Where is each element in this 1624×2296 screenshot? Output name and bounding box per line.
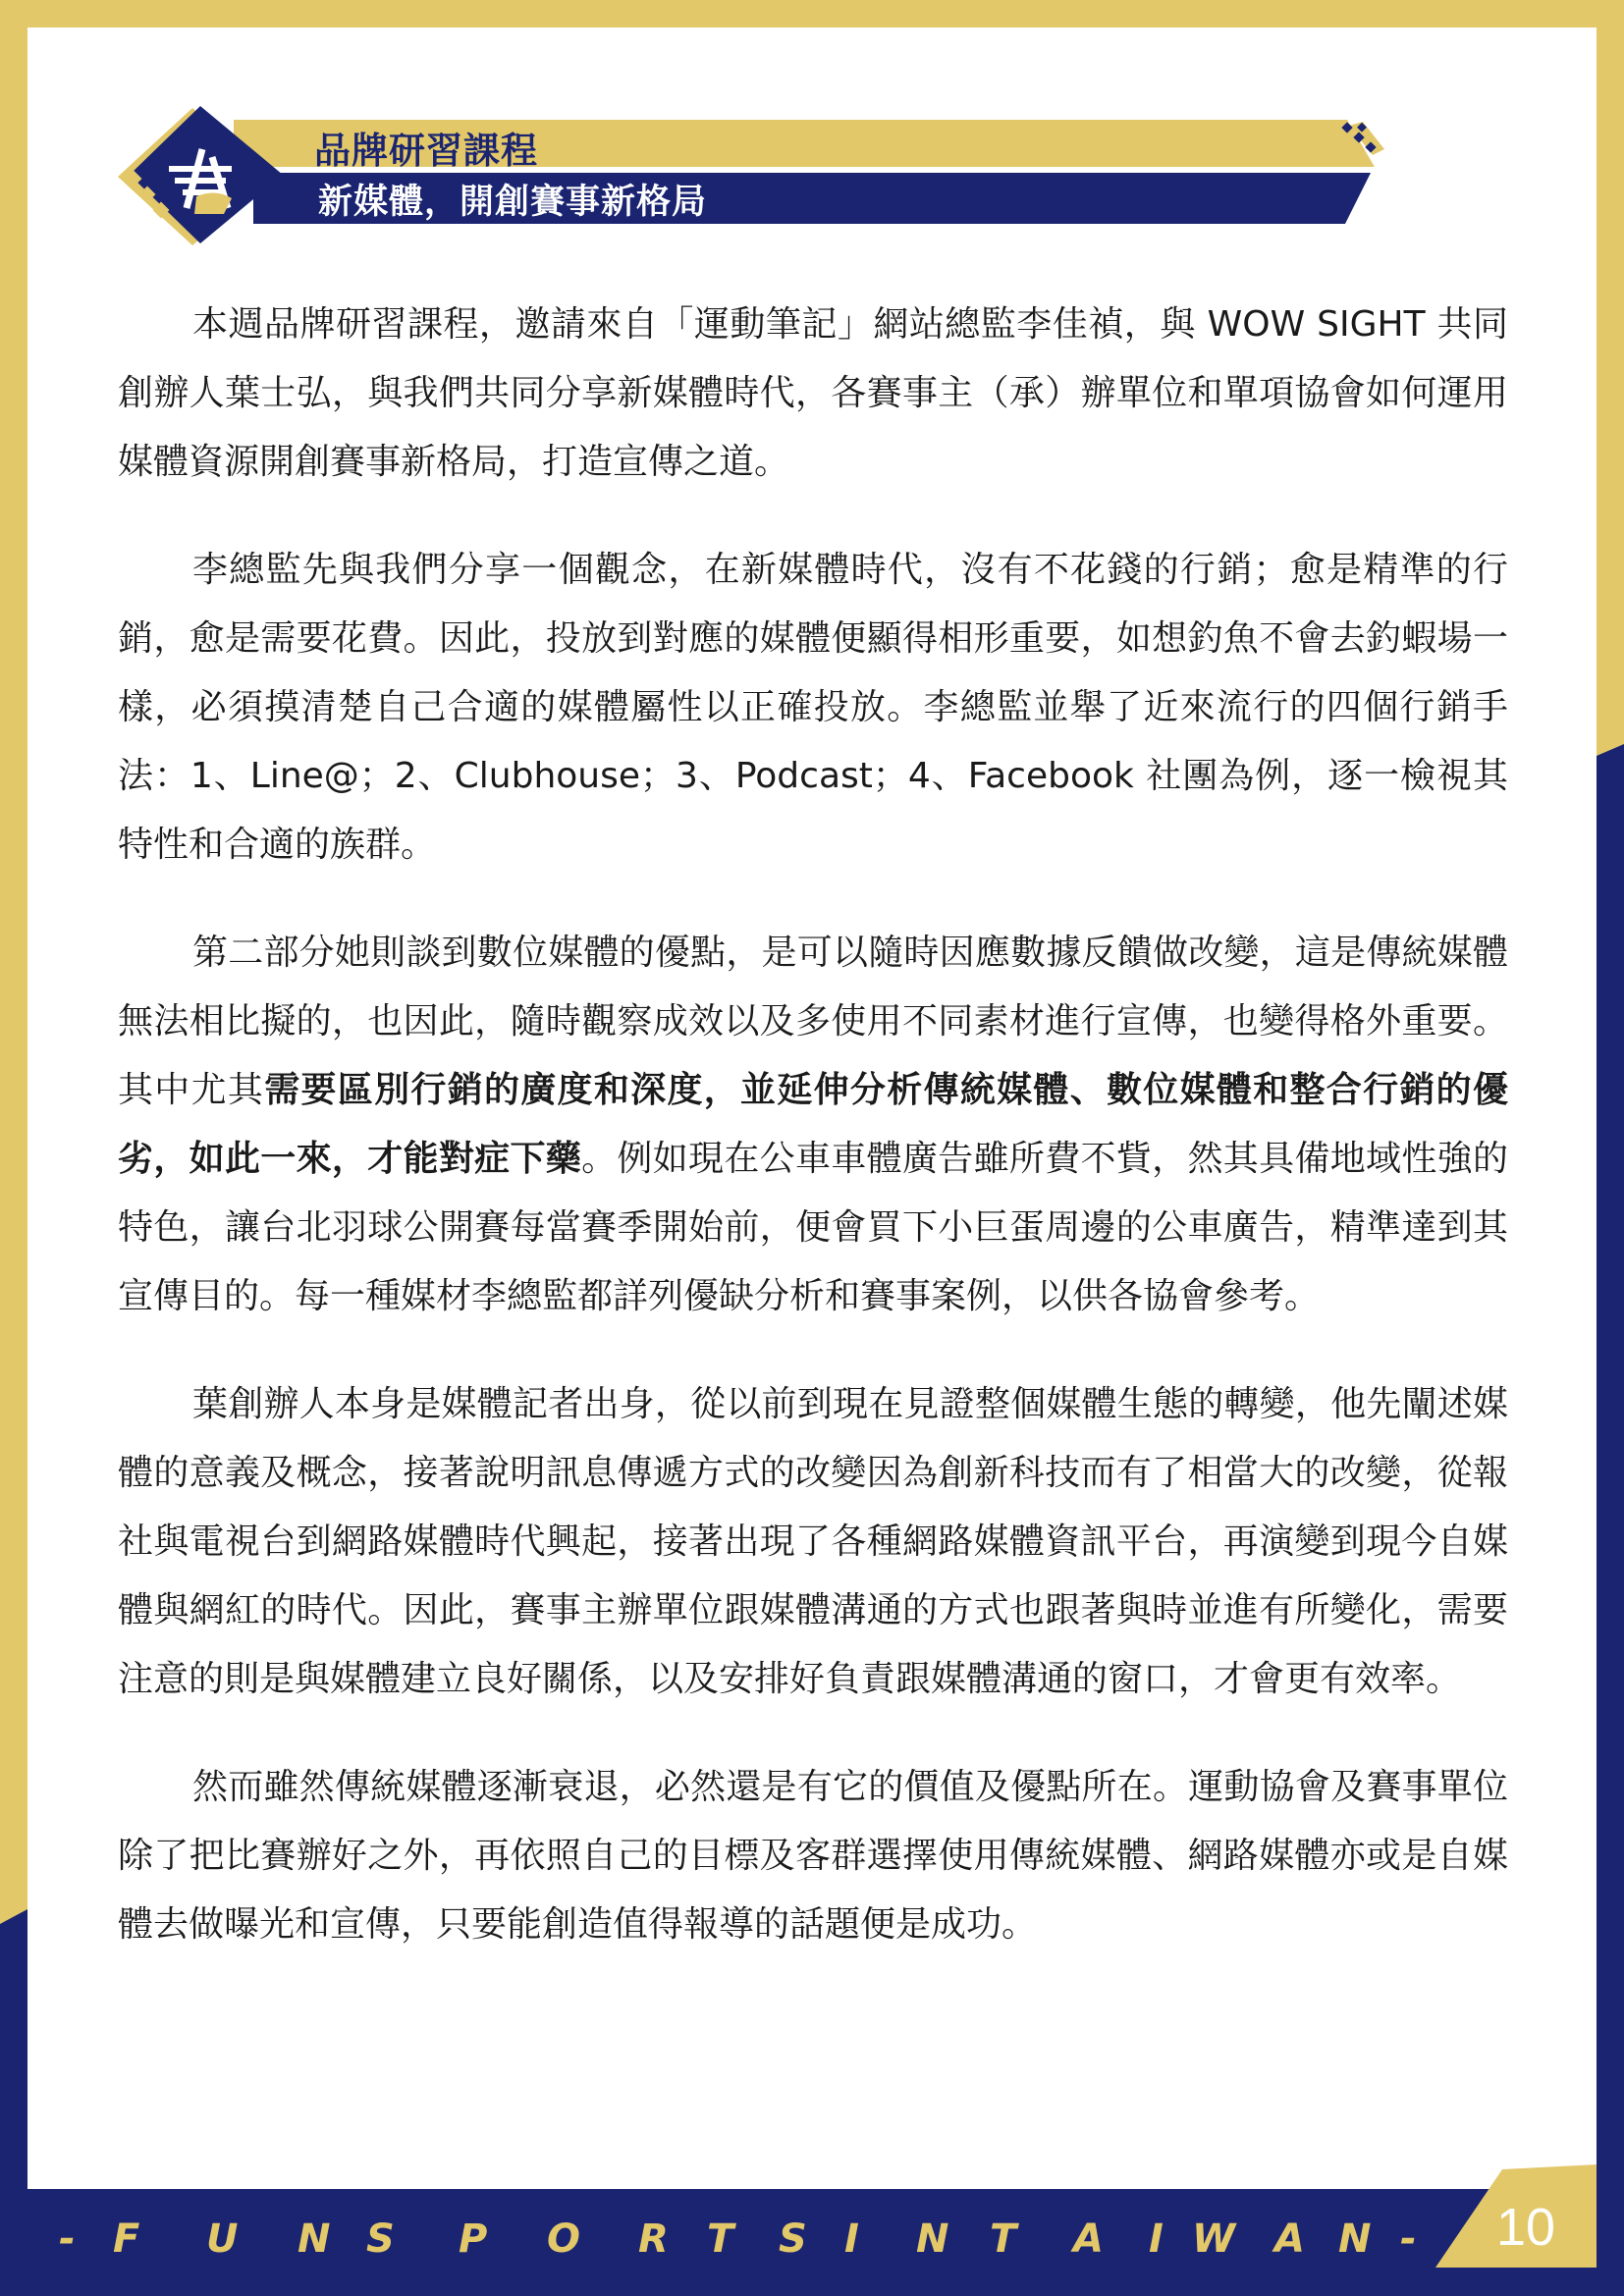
footer-tagline — [59, 2216, 1434, 2275]
page-number: 10 — [1496, 2198, 1556, 2257]
tagline-char: N — [916, 2216, 949, 2262]
tagline-char: T — [990, 2216, 1017, 2262]
tagline-char: - — [1400, 2216, 1417, 2262]
tagline-char: F — [113, 2216, 140, 2262]
navy-side-accent-right — [1597, 744, 1624, 2296]
tagline-char: A — [1073, 2216, 1104, 2262]
paragraph-1: 本週品牌研習課程，邀請來自「運動筆記」網站總監李佳禎，與 WOW SIGHT 共同創辦人葉士弘，與我們共同分享新媒體時代，各賽事主（承）辦單位和單項協會如何運用媒體資源開創賽事新格局，打造宣傳之道。 — [118, 304, 1508, 482]
paragraph-5: 然而雖然傳統媒體逐漸衰退，必然還是有它的價值及優點所在。運動協會及賽事單位除了把比賽辦好之外，再依照自己的目標及客群選擇使用傳統媒體、網路媒體亦或是自媒體去做曝光和宣傳，只要能創造值得報導的話題便是成功。 — [118, 1767, 1508, 1945]
tagline-char: I — [1149, 2216, 1164, 2262]
header-banner-shapes — [118, 98, 1384, 245]
tagline-char: N — [1338, 2216, 1372, 2262]
tagline-char: I — [844, 2216, 859, 2262]
tagline-char: T — [707, 2216, 734, 2262]
paragraph-3 — [118, 919, 1508, 1331]
header-title: 品牌研習課程 — [314, 130, 538, 172]
paragraph-2: 李總監先與我們分享一個觀念，在新媒體時代，沒有不花錢的行銷；愈是精準的行銷，愈是需要花費。因此，投放到對應的媒體便顯得相形重要，如想釣魚不會去釣蝦場一樣，必須摸清楚自己合適的媒體屬性以正確投放。李總監並舉了近來流行的四個行銷手法：1、Line@；2、Clubhouse；3、Podcast；4、Facebook 社團為例，逐一檢視其特性和合適的族群。 — [118, 550, 1508, 865]
header-banner — [118, 98, 1384, 245]
tagline-char: O — [547, 2216, 581, 2262]
paragraph-3-emphasis: 需要區別行銷的廣度和深度，並延伸分析傳統媒體、數位媒體和整合行銷的優劣，如此一來，才能對症下藥 — [118, 1070, 1508, 1179]
header-subtitle: 新媒體，開創賽事新格局 — [318, 183, 708, 222]
tagline-char: A — [1274, 2216, 1305, 2262]
paragraph-3-tail: 。例如現在公車車體廣告雖所費不貲，然其具備地域性強的特色，讓台北羽球公開賽每當賽季開始前，便會買下小巨蛋周邊的公車廣告，精準達到其宣傳目的。每一種媒材李總監都詳列優缺分析和賽事案例，以供各協會參考。 — [118, 1139, 1508, 1316]
tagline-char: S — [779, 2216, 807, 2262]
tagline-char: S — [366, 2216, 395, 2262]
tagline-char: W — [1192, 2216, 1236, 2262]
paragraph-4: 葉創辦人本身是媒體記者出身，從以前到現在見證整個媒體生態的轉變，他先闡述媒體的意義及概念，接著說明訊息傳遞方式的改變因為創新科技而有了相當大的改變，從報社與電視台到網路媒體時代興起，接著出現了各種網路媒體資訊平台，再演變到現今自媒體與網紅的時代。因此，賽事主辦單位跟媒體溝通的方式也跟著與時並進有所變化，需要注意的則是與媒體建立良好關係，以及安排好負責跟媒體溝通的窗口，才會更有效率。 — [118, 1384, 1508, 1699]
paragraph-3-lead: 第二部分她則談到數位媒體的優點，是可以隨時因應數據反饋做改變，這是傳統媒體無法相比擬的，也因此，隨時觀察成效以及多使用不同素材進行宣傳，也變得格外重要。其中尤其 — [118, 933, 1508, 1110]
tagline-char: R — [638, 2216, 669, 2262]
article-body — [118, 291, 1508, 1999]
tagline-char: P — [459, 2216, 488, 2262]
tagline-char: N — [298, 2216, 331, 2262]
tagline-char: - — [59, 2216, 76, 2262]
tagline-char: U — [206, 2216, 239, 2262]
